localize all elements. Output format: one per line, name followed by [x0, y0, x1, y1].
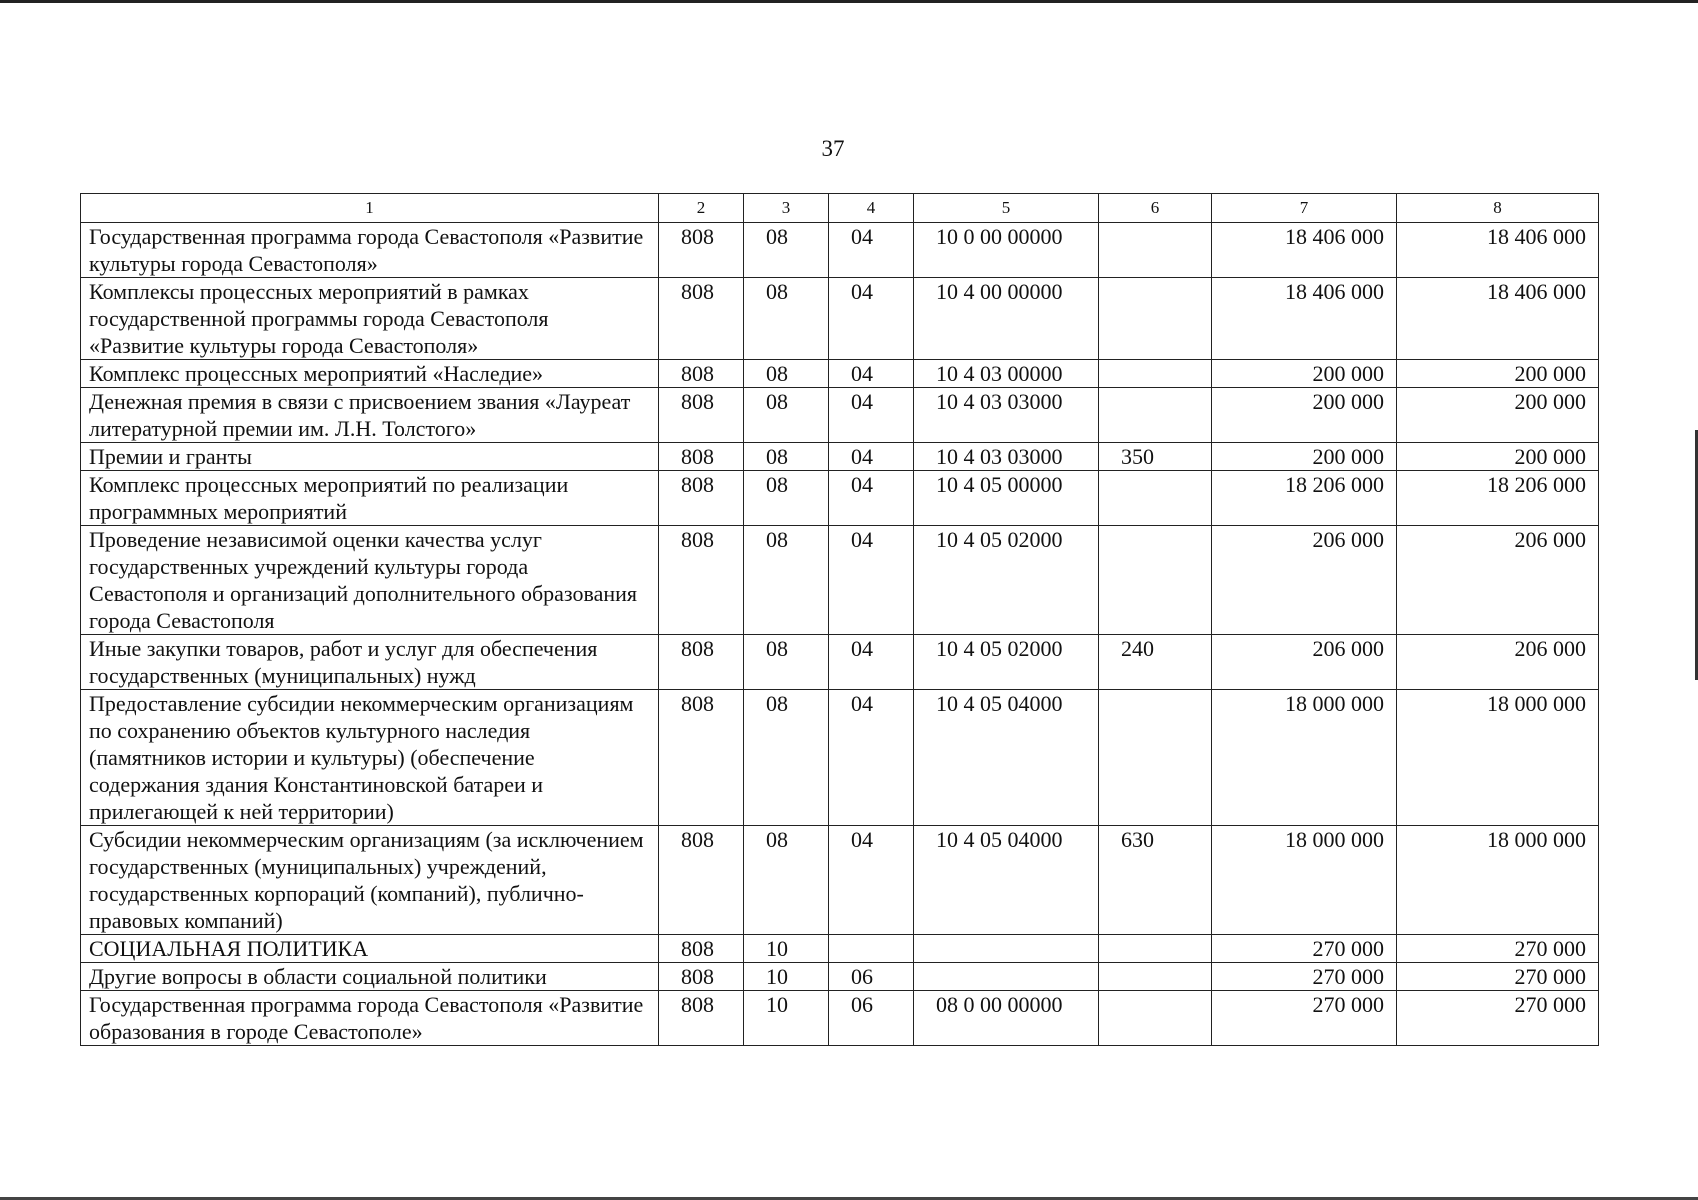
row-subsection-code: 04: [829, 526, 914, 635]
table-body: [81, 223, 1599, 1046]
row-ministry-code: 808: [659, 223, 744, 278]
row-name: СОЦИАЛЬНАЯ ПОЛИТИКА: [81, 935, 659, 963]
row-name: Предоставление субсидии некоммерческим организациям по сохранению объектов культурного наследия (памятников истории и культуры) (обеспечение содержания здания Константиновской батареи и прилегающей к ней территории): [81, 690, 659, 826]
table-row: [81, 935, 1599, 963]
row-amount-col8: 18 000 000: [1397, 826, 1599, 935]
row-target-article: 10 4 05 04000: [914, 826, 1099, 935]
row-expense-type: [1099, 690, 1212, 826]
row-amount-col8: 200 000: [1397, 360, 1599, 388]
row-name: Премии и гранты: [81, 443, 659, 471]
row-subsection-code: 04: [829, 278, 914, 360]
row-ministry-code: 808: [659, 635, 744, 690]
row-expense-type: [1099, 963, 1212, 991]
row-amount-col8: 18 406 000: [1397, 223, 1599, 278]
row-expense-type: [1099, 388, 1212, 443]
row-section-code: 08: [744, 690, 829, 826]
row-target-article: 10 4 05 04000: [914, 690, 1099, 826]
row-ministry-code: 808: [659, 991, 744, 1046]
row-amount-col7: 200 000: [1212, 388, 1397, 443]
table-header: [81, 194, 1599, 223]
row-section-code: 08: [744, 443, 829, 471]
row-ministry-code: 808: [659, 471, 744, 526]
header-col-8: 8: [1397, 194, 1599, 223]
row-ministry-code: 808: [659, 388, 744, 443]
row-target-article: 10 4 05 02000: [914, 526, 1099, 635]
row-amount-col8: 18 406 000: [1397, 278, 1599, 360]
row-ministry-code: 808: [659, 360, 744, 388]
row-target-article: 10 4 05 00000: [914, 471, 1099, 526]
row-amount-col7: 18 000 000: [1212, 826, 1397, 935]
row-target-article: [914, 963, 1099, 991]
row-amount-col7: 270 000: [1212, 991, 1397, 1046]
row-subsection-code: 06: [829, 991, 914, 1046]
row-section-code: 08: [744, 471, 829, 526]
row-expense-type: [1099, 526, 1212, 635]
page-number: 37: [821, 136, 845, 161]
table-row: [81, 991, 1599, 1046]
row-ministry-code: 808: [659, 278, 744, 360]
row-name: Субсидии некоммерческим организациям (за исключением государственных (муниципальных) учреждений, государственных корпораций (компаний), публично-правовых компаний): [81, 826, 659, 935]
row-amount-col7: 18 206 000: [1212, 471, 1397, 526]
row-target-article: 10 4 03 00000: [914, 360, 1099, 388]
row-amount-col8: 270 000: [1397, 963, 1599, 991]
row-amount-col7: 206 000: [1212, 526, 1397, 635]
row-expense-type: [1099, 935, 1212, 963]
row-subsection-code: 04: [829, 360, 914, 388]
row-section-code: 08: [744, 278, 829, 360]
row-amount-col7: 270 000: [1212, 935, 1397, 963]
row-subsection-code: 04: [829, 826, 914, 935]
row-amount-col8: 18 000 000: [1397, 690, 1599, 826]
row-target-article: 10 4 05 02000: [914, 635, 1099, 690]
row-target-article: 10 4 03 03000: [914, 443, 1099, 471]
row-section-code: 10: [744, 963, 829, 991]
row-name: Государственная программа города Севастополя «Развитие образования в городе Севастополе»: [81, 991, 659, 1046]
row-section-code: 08: [744, 526, 829, 635]
row-ministry-code: 808: [659, 826, 744, 935]
table-row: [81, 360, 1599, 388]
header-col-1: 1: [81, 194, 659, 223]
row-ministry-code: 808: [659, 690, 744, 826]
row-target-article: 10 0 00 00000: [914, 223, 1099, 278]
header-col-3: 3: [744, 194, 829, 223]
row-name: Комплекс процессных мероприятий «Наследие»: [81, 360, 659, 388]
table-row: [81, 690, 1599, 826]
row-subsection-code: 04: [829, 471, 914, 526]
row-name: Проведение независимой оценки качества услуг государственных учреждений культуры города Севастополя и организаций дополнительного образования города Севастополя: [81, 526, 659, 635]
row-amount-col7: 200 000: [1212, 443, 1397, 471]
row-amount-col8: 18 206 000: [1397, 471, 1599, 526]
table-row: [81, 223, 1599, 278]
row-target-article: [914, 935, 1099, 963]
row-name: Комплексы процессных мероприятий в рамках государственной программы города Севастополя «Развитие культуры города Севастополя»: [81, 278, 659, 360]
row-section-code: 08: [744, 360, 829, 388]
row-expense-type: 240: [1099, 635, 1212, 690]
row-amount-col7: 206 000: [1212, 635, 1397, 690]
row-amount-col7: 270 000: [1212, 963, 1397, 991]
row-expense-type: [1099, 223, 1212, 278]
row-subsection-code: 04: [829, 223, 914, 278]
header-col-4: 4: [829, 194, 914, 223]
table-row: [81, 388, 1599, 443]
row-subsection-code: 04: [829, 443, 914, 471]
row-ministry-code: 808: [659, 935, 744, 963]
row-section-code: 08: [744, 388, 829, 443]
budget-table: [80, 193, 1599, 1046]
row-expense-type: [1099, 991, 1212, 1046]
row-subsection-code: 06: [829, 963, 914, 991]
row-subsection-code: 04: [829, 388, 914, 443]
table-row: [81, 443, 1599, 471]
row-ministry-code: 808: [659, 526, 744, 635]
row-target-article: 10 4 03 03000: [914, 388, 1099, 443]
row-target-article: 10 4 00 00000: [914, 278, 1099, 360]
row-amount-col8: 270 000: [1397, 991, 1599, 1046]
row-subsection-code: 04: [829, 690, 914, 826]
row-amount-col8: 206 000: [1397, 635, 1599, 690]
row-amount-col8: 270 000: [1397, 935, 1599, 963]
row-amount-col8: 200 000: [1397, 388, 1599, 443]
table-row: [81, 635, 1599, 690]
header-col-6: 6: [1099, 194, 1212, 223]
row-ministry-code: 808: [659, 443, 744, 471]
header-col-7: 7: [1212, 194, 1397, 223]
table-row: [81, 963, 1599, 991]
row-ministry-code: 808: [659, 963, 744, 991]
row-name: Другие вопросы в области социальной политики: [81, 963, 659, 991]
row-name: Государственная программа города Севастополя «Развитие культуры города Севастополя»: [81, 223, 659, 278]
row-section-code: 08: [744, 223, 829, 278]
row-amount-col7: 18 406 000: [1212, 278, 1397, 360]
row-amount-col8: 200 000: [1397, 443, 1599, 471]
row-amount-col7: 18 000 000: [1212, 690, 1397, 826]
header-col-5: 5: [914, 194, 1099, 223]
table-row: [81, 471, 1599, 526]
row-amount-col7: 18 406 000: [1212, 223, 1397, 278]
row-name: Иные закупки товаров, работ и услуг для обеспечения государственных (муниципальных) нужд: [81, 635, 659, 690]
header-col-2: 2: [659, 194, 744, 223]
row-section-code: 10: [744, 935, 829, 963]
table-row: [81, 526, 1599, 635]
row-section-code: 08: [744, 635, 829, 690]
row-section-code: 10: [744, 991, 829, 1046]
row-expense-type: [1099, 471, 1212, 526]
row-subsection-code: [829, 935, 914, 963]
row-section-code: 08: [744, 826, 829, 935]
row-expense-type: 630: [1099, 826, 1212, 935]
row-amount-col8: 206 000: [1397, 526, 1599, 635]
row-expense-type: 350: [1099, 443, 1212, 471]
row-expense-type: [1099, 360, 1212, 388]
row-name: Комплекс процессных мероприятий по реализации программных мероприятий: [81, 471, 659, 526]
row-target-article: 08 0 00 00000: [914, 991, 1099, 1046]
header-row: [81, 194, 1599, 223]
row-amount-col7: 200 000: [1212, 360, 1397, 388]
row-expense-type: [1099, 278, 1212, 360]
table-row: [81, 826, 1599, 935]
row-name: Денежная премия в связи с присвоением звания «Лауреат литературной премии им. Л.Н. Толстого»: [81, 388, 659, 443]
row-subsection-code: 04: [829, 635, 914, 690]
table-row: [81, 278, 1599, 360]
page-edge-top: [0, 0, 1698, 3]
